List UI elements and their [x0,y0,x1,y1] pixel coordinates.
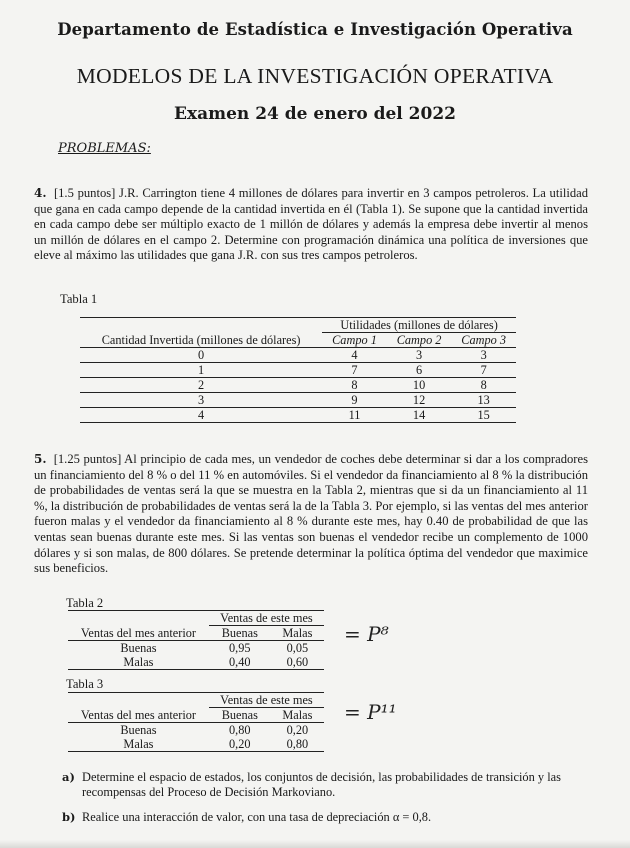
problem-5-text: [1.25 puntos] Al principio de cada mes, un vendedor de coches debe determinar si dar a los compradores un financiamiento del 8 % o del 11 % en automóviles. Si el vendedor da financiamiento al 8 % la distribución de probabilidades de ventas será la que se muestra en la Tabla 2, mientras que si da un financiamiento al 11 %, la distribución de probabilidades de ventas será la de la Tabla 3. Por ejemplo, si las ventas del mes anterior fueron malas y el vendedor da financiamiento al 8 % durante este mes, hay 0.40 de probabilidad de que las ventas sean buenas durante este mes. Si las ventas son buenas el vendedor recibe un complemento de 1000 dólares y si son malas, de 800 dólares. Se pretende determinar la política óptima del vendedor que maximice sus beneficios. [34,452,588,576]
exam-date-title: Examen 24 de enero del 2022 [174,104,456,124]
table-row: Buenas 0,80 0,20 [120,723,309,737]
table-1-group-header: Utilidades (millones de dólares) [322,318,516,333]
table-1-col-header: Campo 3 [461,333,507,347]
problem-4 [34,186,588,264]
table-3-group-header: Ventas de este mes [209,693,324,708]
table-row: Malas 0,20 0,80 [68,737,324,752]
table-1-col-header: Campo 1 [332,333,377,347]
table-row: 2 8 10 8 [80,378,516,393]
problem-5-items [62,770,562,826]
table-1-col-header: Campo 2 [396,333,442,347]
table-row: 0 4 3 3 [80,348,516,363]
problem-4-text: [1.5 puntos] J.R. Carrington tiene 4 millones de dólares para invertir en 3 campos petroleros. La utilidad que gana en cada campo depende de la cantidad invertida en él (Tabla 1). Se supone que la cantidad invertida en cada campo debe ser múltiplo exacto de 1 millón de dólares y además la empresa debe invertir al menos un millón de dólares en el campo 2. Determine con programación dinámica una política de inversiones que eleve al máximo las utilidades que gana J.R. con sus tres campos petroleros. [34,186,589,263]
table-3-row-header: Ventas del mes anterior [80,707,196,722]
department-title: Departamento de Estadística e Investigación Operativa [57,20,573,39]
table-row: 3 9 12 13 [80,393,516,408]
table-1 [80,317,516,423]
handwritten-annotation-p8: = P⁸ [344,622,389,646]
table-2-row-header: Ventas del mes anterior [80,625,196,640]
problem-5-number: 5. [34,452,47,466]
handwritten-annotation-p11: = P¹¹ [344,700,397,724]
section-heading: PROBLEMAS: [58,141,151,156]
table-row: 1 7 6 7 [80,363,516,378]
table-3: Ventas de este mes Ventas del mes anterior Buenas Malas Buenas 0,80 0,20 Malas 0,20 0,80 [68,692,324,752]
table-row: Buenas 0,95 0,05 [120,641,309,655]
table-row: 4 11 14 15 [80,408,516,423]
problem-4-number: 4. [34,186,47,200]
course-title: MODELOS DE LA INVESTIGACIÓN OPERATIVA [76,64,554,88]
list-item: b) Realice una interacción de valor, con una tasa de depreciación α = 0,8. [62,810,432,825]
table-1-caption: Tabla 1 [60,292,98,306]
table-3-caption: Tabla 3 [66,677,104,691]
page-bottom-edge [0,840,630,848]
table-1-row-header: Cantidad Invertida (millones de dólares) [101,332,301,347]
problem-5 [34,452,588,577]
table-2-group-header: Ventas de este mes [209,611,324,626]
list-item: a) Determine el espacio de estados, los conjuntos de decisión, las probabilidades de transición y las recompensas del Proceso de Decisión Markoviano. [62,770,561,800]
table-2-caption: Tabla 2 [66,596,104,610]
table-2: Ventas de este mes Ventas del mes anterior Buenas Malas Buenas 0,95 0,05 Malas 0,40 0,60 [68,610,324,670]
table-row: Malas 0,40 0,60 [68,655,324,670]
